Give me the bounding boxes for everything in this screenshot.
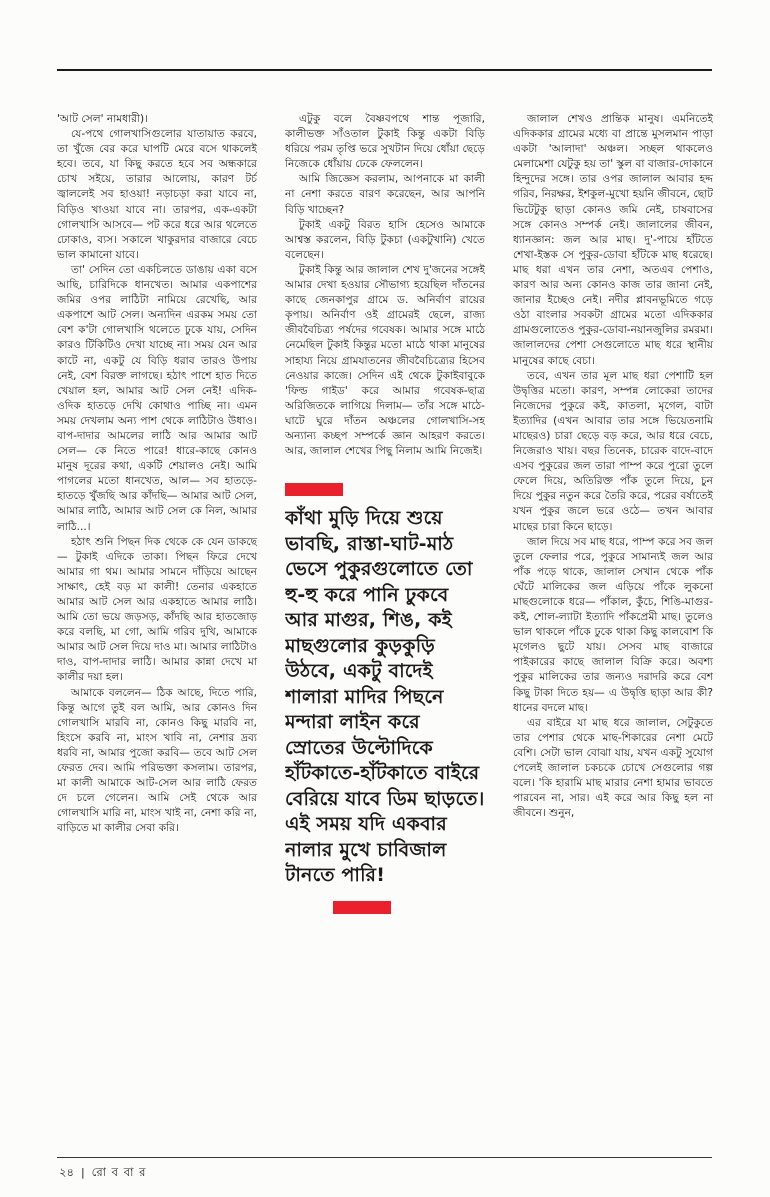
paragraph: জালাল শেখও প্রান্তিক মানুষ। এমনিতেই এদিককার গ্রামের মধ্যে বা প্রান্তে মুসলমান পাড়া একটা 'আলাদা' অঞ্চল। সচ্ছল থাকলেও মেলামেশা যেটুকু হয় তা' স্কুল বা বাজার-দোকানে হিন্দুদের সঙ্গে। তার ওপর জালাল আবার হদ্দ গরিব, নিরক্ষর, ইশকুল-মুখো হয়নি জীবনে, ছোট ভিটেটুকু ছাড়া কোনও জমি নেই, চাষবাসের সঙ্গে কোনও সম্পর্ক নেই। জালালের জীবন, ধ্যানজ্ঞান: জল আর মাছ। দু'-পায়ে হাঁটতে শেখা-ইস্তক সে পুকুর-ডোবা হাঁটকে মাছ ধরেছে। মাছ ধরা এখন তার নেশা, অতএব পেশাও, কারণ আর অন্য কোনও কাজ তার জানা নেই, জানার ইচ্ছেও নেই। নদীর প্লাবনভূমিতে গড়ে ওঠা বাংলার সবকটা গ্রামের মতো এদিককার গ্রামগুলোতেও পুকুর-ডোবা-নয়ানজুলির রমরমা। জালালদের পেশা সেগুলোতে মাছ ধরে স্থানীয় মানুষের কাছে বেচা। (513, 113, 713, 367)
pull-quote (285, 483, 485, 914)
page-number: ২৪ (59, 1165, 74, 1179)
paragraph: 'আট সেল' নামধারী)। (57, 113, 148, 125)
magazine-wordmark: রো ব বা র (91, 1165, 147, 1179)
paragraph: হঠাৎ শুনি পিছন দিক থেকে কে যেন ডাকছে— টুকাই এদিকে তাকা। পিছন ফিরে দেখে আমার গা থম। আমার সামনে দাঁড়িয়ে আছেন সাক্ষাৎ, হেই বড় মা কালী! তেনার একহাতে আমার আট সেল আর একহাতে আমার লাঠি। আমি তো ভয়ে জড়সড়, কাঁদছি আর হাতজোড় করে বলছি, মা গো, আমি গরিব দুখি, আমাকে আমার আট সেল দিয়ে দাও মা। আমার লাঠিটাও দাও, বাপ-দাদার লাঠি। আমার কান্না দেখে মা কালীর দয়া হল। (57, 535, 257, 684)
column-middle (285, 112, 485, 1148)
top-rule (57, 69, 712, 71)
paragraph: টুকাই কিন্তু আর জালাল শেখ দু'জনের সঙ্গেই আমার দেখা হওয়ার সৌভাগ্য হয়েছিল দাঁতনের কাছে জেনকাপুর গ্রামে ড. অনির্বাণ রায়ের কৃপায়। অনির্বাণ ওই গ্রামেরই ছেলে, রাজ্য জীববৈচিত্র্য পর্ষদের গবেষক। আমার সঙ্গে মাঠে নেমেছিল টুকাই কিন্তুর মতো মাঠে থাকা মানুষের সাহায্য নিয়ে গ্রামযাতনের জীববৈচিত্র্যের হিসেব নেওয়ার কাজে। সেদিন এই থেকে টুকাইবাবুকে 'ফিল্ড গাইড' করে আমার গবেষক-ছাত্র অরিজিতকে লাগিয়ে দিলাম— তাঁর সঙ্গে মাঠে-ঘাটে ঘুরে দাঁতন অঞ্চলের গোলখাসি-সহ অন্যান্য কচ্ছপ সম্পর্কে জ্ঞান আহরণ করতে। আর, জালাল শেখের পিছু নিলাম আমি নিজেই। (285, 263, 485, 458)
page-footer (59, 1164, 146, 1183)
footer-rule (57, 1157, 712, 1158)
paragraph: তা' সেদিন তো একচিলতে ডাঙায় একা বসে আছি, চারিদিকে ধানখেত। আমার একপাশের জমির ওপর লাঠিটা নামিয়ে রেখেছি, আর একপাশে আট সেল। অন্যদিন এরকম সময় তো বেশ ক'টা গোলখাসি থলেতে ঢুকে যায়, সেদিন কারও টিকিটিও দেখা যাচ্ছে না। সময় যেন আর কাটে না, একটু যে বিড়ি ধরাব তারও উপায় নেই, বেশ বিরক্ত লাগছে। হঠাৎ পাশে হাত দিতে খেয়াল হল, আমার আট সেল নেই! এদিক-ওদিক হাতড়ে দেখি কোথাও পাচ্ছি না। এমন সময় দেখলাম অন্য পাশ থেকে লাঠিটাও উধাও। বাপ-দাদার আমলের লাঠি আর আমার আট সেল— কে নিতে পারে! ধারে-কাছে কোনও মানুষ দূরের কথা, একটি শেয়ালও নেই। আমি পাগলের মতো ধানখেত, আল— সব হাতড়ে-হাতড়ে খুঁজছি আর কাঁদছি— আমার আট সেল, আমার লাঠি, আমার আট সেল কে নিল, আমার লাঠি...। (57, 263, 257, 533)
column-left (57, 112, 257, 1148)
paragraph: টুকাই একটু বিরত হাসি হেসেও আমাকে আশ্বস্ত করলেন, বিড়ি টুকচা (একটুখানি) খেতে বলেছেন। (285, 218, 485, 261)
paragraph: যে-পথে গোলখাসিগুলোর যাতায়াত করবে, তা খুঁজে বের করে ঘাপটি মেরে বসে থাকলেই হবে। তবে, যা কিছু করতে হবে সব অন্ধকারে চোখ সইয়ে, তারার আলোয়, কারণ টর্চ জ্বাললেই সব হাওয়া! নড়াচড়া করা যাবে না, বিড়িও খাওয়া যাবে না। তারপর, এক-একটা গোলখাসি আসবে— পট করে ধরে আর থলেতে ঢোকাও, ব্যস। সকালে খাকুরদার বাজারে বেচে ভাল কামানো যাবে। (57, 128, 257, 261)
paragraph: এর বাইরে যা মাছ ধরে জালাল, সেটুকুতে তার পেশার থেকে মাছ-শিকারের নেশা মেটে বেশি। সেটা ভাল বোঝা যায়, যখন একটু সুযোগ পেলেই জালাল চকচকে চোখে সেগুলোর গল্প বলে। 'কি হারামি মাছ মারার নেশা হামার ভাবতে পারবেন না, সার। এই করে আর কিছু হল না জীবনে। শুনুন, (513, 716, 713, 820)
paragraph: আমাকে বললেন— ঠিক আছে, দিতে পারি, কিন্তু আগে তুই বল আমি, আর কোনও দিন গোলখাসি মারবি না, কোনও কিছু মারবি না, হিংসে করবি না, মাংস খাবি না, নেশার দ্রব্য ধরবি না, আমার পুজো করবি— তবে আট সেল ফেরত দেব। আমি পরিভক্তা কসলাম। তারপর, মা কালী আমাকে আট-সেল আর লাঠি ফেরত দে চলে গেলেন। আমি সেই থেকে আর গোলখাসি মারি না, মাংস খাই না, নেশা করি না, বাড়িতে মা কালীর সেবা করি। (57, 686, 257, 835)
pullquote-bottom-accent-bar (333, 901, 391, 914)
paragraph: আমি জিজ্ঞেস করলাম, আপনাকে মা কালী না নেশা করতে বারণ করেছেন, আর আপনি বিড়ি খাচ্ছেন? (285, 173, 485, 216)
footer-separator: | (80, 1166, 85, 1179)
column-right (513, 112, 713, 1148)
paragraph: এটুকু বলে বৈষ্ণবপথে শান্ত পূজারি, কালীভক্ত সাঁওতাল টুকাই কিন্তু একটা বিড়ি ধরিয়ে পরম তৃপ্তি ভরে সুখটান দিয়ে ধোঁয়া ছেড়ে নিজেকে ধোঁয়ায় ঢেকে ফেললেন। (285, 113, 485, 171)
pullquote-top-accent-bar (285, 483, 343, 496)
paragraph: তবে, এখন তার মূল মাছ ধরা পেশাটি হল উদ্বৃত্তির মতো। কারণ, সম্পন্ন লোকেরা তাদের নিজেদের পুকুরে কই, কাতলা, মৃগেল, বাটা ইত্যাদির (এখন আবার তার সঙ্গে ভিয়েতনামি মাছেরও) চারা ছেড়ে বড় করে, আর ধরে বেচে, নিজেরাও খায়। বছর তিনেক, চারেক বাদে-বাদে এসব পুকুরের জল তারা পাম্প করে পুরো তুলে ফেলে দিয়ে, অতিরিক্ত পাঁক তুলে দিয়ে, চুন দিয়ে পুকুর নতুন করে তৈরি করে, পরের বর্ষাতেই যখন পুকুর জলে ভরে ওঠে— তখন আবার মাছের চারা কিনে ছাড়ে। (513, 369, 713, 533)
article-body (57, 112, 712, 1148)
paragraph: জাল দিয়ে সব মাছ ধরে, পাম্প করে সব জল তুলে ফেলার পরে, পুকুরে সামান্যই জল আর পাঁক পড়ে থাকে, জালাল সেখান থেকে পাঁক ঘেঁটে মালিকের জল এড়িয়ে পাঁকে লুকনো মাছগুলোকে ধরে— পাঁকাল, কুঁচে, শিঙি-মাগুর-কই, শোল-ল্যাটা ইত্যাদি পাঁকপ্রেমী মাছ। তুলেও ভাল থাকলে পাঁকে ঢুকে থাকা কিছু কালবোশ কি মৃগেলও ছুটে যায়। সেসব মাছ বাজারে পাইকারের কাছে জালাল বিক্রি করে। অবশ্য পুকুর মালিকের তার জন্যও দরাদরি করে বেশ কিছু টাকা দিতে হয়— এ উদ্বৃত্তি ছাড়া আর কী? ধানের বদলে মাছ। (513, 535, 713, 714)
pull-quote-text: কাঁথা মুড়ি দিয়ে শুয়ে ভাবছি, রাস্তা-ঘাট-মাঠ ভেসে পুকুরগুলোতে তো হু-হু করে পানি ঢুকবে আর মাগুর, শিঙ, কই মাছগুলোর কুড়কুড়ি উঠবে, একটু বাদেই শালারা মাদির পিছনে মন্দারা লাইন করে স্রোতের উল্টোদিকে হাঁটকাতে-হাঁটকাতে বাইরে বেরিয়ে যাবে ডিম ছাড়তে। এই সময় যদি একবার নালার মুখে চাবিজাল টানতে পারি! (285, 507, 485, 887)
